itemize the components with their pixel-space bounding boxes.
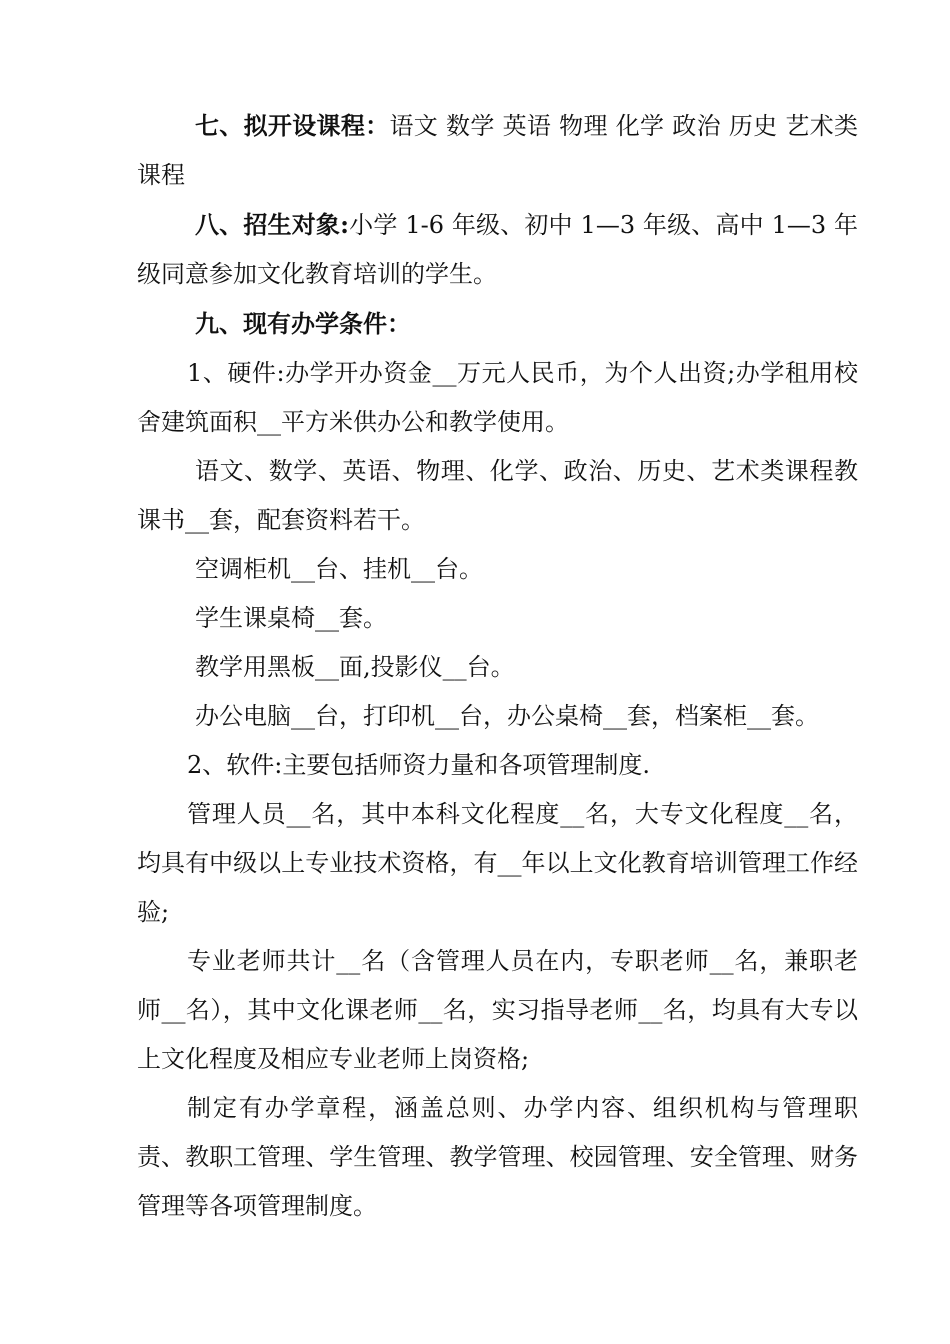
section-7-text: 语文 数学 英语 物理 化学 政治 历史 艺术类课程	[137, 112, 859, 189]
hardware-desks: 学生课桌椅__套。	[195, 604, 387, 632]
section-7-paragraph	[137, 101, 858, 200]
software-rules: 制定有办学章程，涵盖总则、办学内容、组织机构与管理职责、教职工管理、学生管理、教学管理、校园管理、安全管理、财务管理等各项管理制度。	[137, 1094, 858, 1220]
hardware-intro: 1、硬件:办学开办资金__万元人民币，为个人出资;办学租用校舍建筑面积__平方米供办公和教学使用。	[137, 359, 858, 436]
section-9-paragraph	[137, 299, 858, 349]
section-9-heading: 九、现有办学条件：	[195, 309, 411, 338]
software-intro: 2、软件:主要包括师资力量和各项管理制度.	[187, 751, 650, 779]
section-7-heading: 七、拟开设课程：	[195, 111, 390, 140]
software-managers: 管理人员__名，其中本科文化程度__名，大专文化程度__名，均具有中级以上专业技术资格，有__年以上文化教育培训管理工作经验;	[137, 800, 858, 926]
hardware-boards: 教学用黑板__面,投影仪__台。	[195, 653, 515, 681]
section-8-heading: 八、招生对象:	[195, 210, 349, 239]
hardware-books: 语文、数学、英语、物理、化学、政治、历史、艺术类课程教课书__套，配套资料若干。	[137, 457, 858, 534]
section-8-text: 小学 1-6 年级、初中 1—3 年级、高中 1—3 年级同意参加文化教育培训的学生。	[137, 211, 859, 288]
hardware-office: 办公电脑__台，打印机__台，办公桌椅__套，档案柜__套。	[195, 702, 819, 730]
section-8-paragraph	[137, 200, 858, 299]
software-teachers: 专业老师共计__名（含管理人员在内，专职老师__名，兼职老师__名），其中文化课老师__名，实习指导老师__名，均具有大专以上文化程度及相应专业老师上岗资格;	[137, 947, 858, 1073]
hardware-ac: 空调柜机__台、挂机__台。	[195, 555, 483, 583]
